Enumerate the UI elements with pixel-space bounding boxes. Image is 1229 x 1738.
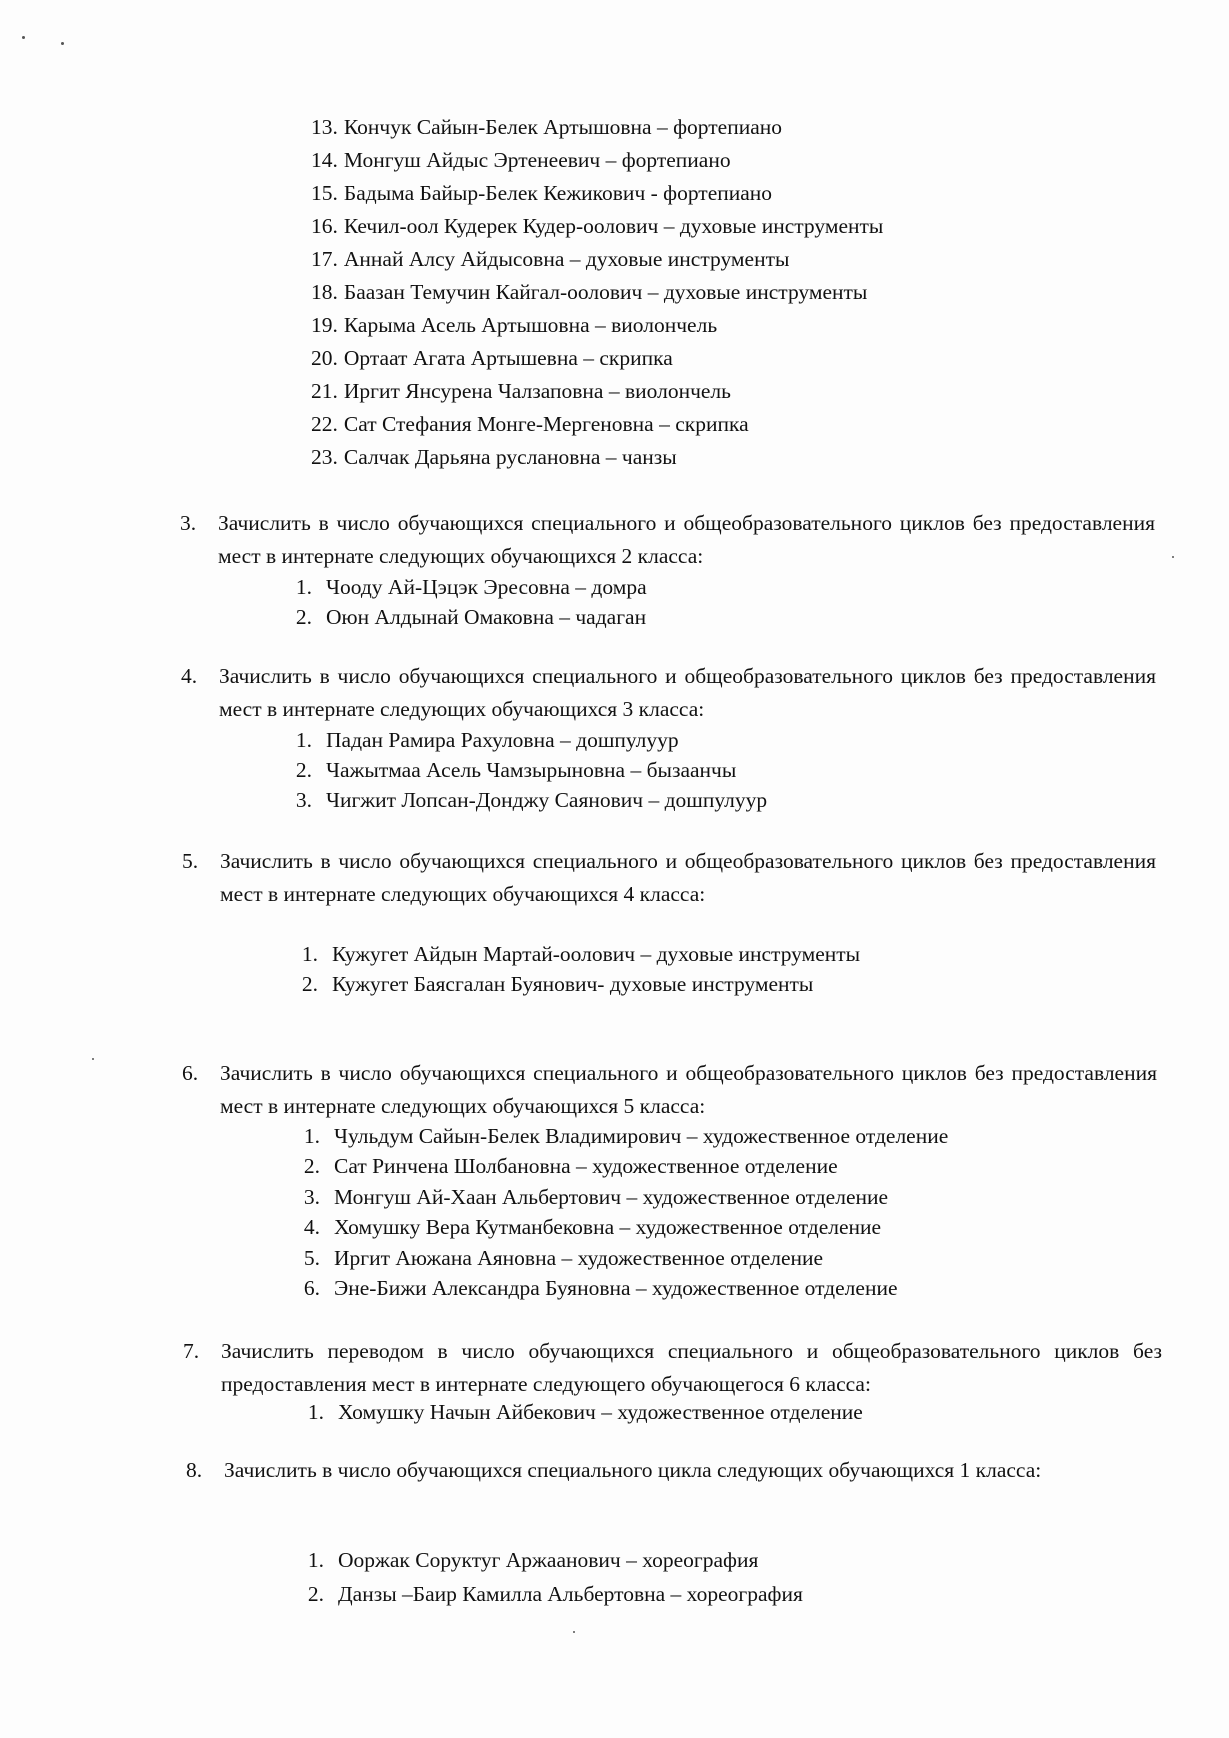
list-item	[274, 1152, 838, 1180]
list-item	[274, 1274, 898, 1302]
item-number: 4.	[303, 1215, 320, 1239]
item-text: Хомушку Вера Кутманбековна – художественное отделение	[334, 1215, 882, 1239]
item-number: 1.	[301, 942, 318, 966]
item-number: 2.	[295, 758, 312, 782]
item-text: Кончук Сайын-Белек Артышовна – фортепиано	[343, 115, 783, 139]
paragraph-number: 5.	[182, 849, 199, 873]
scan-speck	[22, 36, 25, 39]
paragraph-text: Зачислить в число обучающихся специального и общеобразовательного циклов без предоставления мест в интернате следующих обучающихся 2 класса:	[218, 511, 1155, 568]
paragraph-number: 3.	[180, 511, 197, 535]
order-paragraph-6	[182, 1057, 1157, 1123]
item-text: Кужугет Айдын Мартай-оолович – духовые инструменты	[332, 942, 861, 966]
paragraph-text: Зачислить в число обучающихся специального и общеобразовательного циклов без предоставления мест в интернате следующих обучающихся 4 класса:	[220, 849, 1156, 906]
scan-speck	[1172, 556, 1174, 558]
list-item	[311, 245, 789, 273]
list-item	[311, 377, 731, 405]
item-text: Баазан Темучин Кайгал-оолович – духовые инструменты	[343, 280, 868, 304]
item-text: Салчак Дарьяна руслановна – чанзы	[343, 445, 677, 469]
list-item	[274, 1244, 823, 1272]
list-item	[266, 726, 679, 754]
list-item	[266, 756, 736, 784]
item-text: Иргит Янсурена Чалзаповна – виолончель	[343, 379, 731, 403]
item-text: Кечил-оол Кудерек Кудер-оолович – духовые инструменты	[343, 214, 884, 238]
item-number: 23.	[311, 445, 338, 469]
scan-speck	[573, 1631, 575, 1633]
item-text: Карыма Асель Артышовна – виолончель	[343, 313, 718, 337]
order-paragraph-7	[183, 1335, 1162, 1401]
item-text: Монгуш Айдыс Эртенеевич – фортепиано	[343, 148, 731, 172]
item-number: 6.	[303, 1276, 320, 1300]
paragraph-text: Зачислить переводом в число обучающихся специального и общеобразовательного циклов без предоставления мест в интернате следующего обучающегося 6 класса:	[221, 1339, 1162, 1396]
item-text: Падан Рамира Рахуловна – дошпулуур	[326, 728, 679, 752]
item-number: 19.	[311, 313, 338, 337]
list-item	[311, 410, 749, 438]
list-item	[274, 1213, 881, 1241]
list-item	[266, 573, 647, 601]
list-item	[311, 212, 883, 240]
scan-speck	[92, 1058, 94, 1060]
list-item	[311, 311, 717, 339]
list-item	[311, 146, 731, 174]
list-item	[311, 443, 677, 471]
item-text: Чооду Ай-Цэцэк Эресовна – домра	[326, 575, 647, 599]
order-paragraph-5	[182, 845, 1156, 911]
list-item	[272, 940, 860, 968]
item-text: Оюн Алдынай Омаковна – чадаган	[326, 605, 647, 629]
list-item	[266, 603, 646, 631]
item-number: 3.	[295, 788, 312, 812]
order-paragraph-3	[180, 507, 1155, 573]
item-text: Бадыма Байыр-Белек Кежикович - фортепиано	[343, 181, 773, 205]
list-item	[311, 278, 867, 306]
list-item	[274, 1122, 948, 1150]
item-number: 20.	[311, 346, 338, 370]
list-item	[311, 113, 782, 141]
item-number: 14.	[311, 148, 338, 172]
item-number: 2.	[303, 1154, 320, 1178]
item-number: 2.	[295, 605, 312, 629]
item-text: Кужугет Баясгалан Буянович- духовые инструменты	[332, 972, 814, 996]
item-text: Монгуш Ай-Хаан Альбертович – художественное отделение	[334, 1185, 889, 1209]
list-item	[278, 1546, 758, 1574]
paragraph-number: 6.	[182, 1061, 199, 1085]
item-text: Сат Ринчена Шолбановна – художественное отделение	[334, 1154, 838, 1178]
list-item	[272, 970, 813, 998]
item-number: 1.	[307, 1548, 324, 1572]
item-text: Чигжит Лопсан-Донджу Саянович – дошпулуур	[326, 788, 768, 812]
item-number: 2.	[307, 1582, 324, 1606]
item-text: Аннай Алсу Айдысовна – духовые инструменты	[343, 247, 790, 271]
paragraph-number: 8.	[186, 1458, 203, 1482]
list-item	[311, 344, 673, 372]
list-item	[274, 1183, 888, 1211]
list-item	[311, 179, 772, 207]
item-number: 16.	[311, 214, 338, 238]
item-text: Чульдум Сайын-Белек Владимирович – художественное отделение	[334, 1124, 949, 1148]
item-number: 1.	[303, 1124, 320, 1148]
item-text: Чажытмаа Асель Чамзырыновна – бызаанчы	[326, 758, 737, 782]
item-number: 1.	[307, 1400, 324, 1424]
order-paragraph-8	[186, 1454, 1122, 1520]
item-text: Хомушку Начын Айбекович – художественное отделение	[338, 1400, 863, 1424]
item-number: 2.	[301, 972, 318, 996]
item-text: Данзы –Баир Камилла Альбертовна – хореография	[338, 1582, 803, 1606]
item-number: 3.	[303, 1185, 320, 1209]
scan-speck	[61, 42, 64, 45]
item-number: 21.	[311, 379, 338, 403]
item-text: Ооржак Соруктуг Аржаанович – хореография	[338, 1548, 759, 1572]
item-text: Иргит Аюжана Аяновна – художественное отделение	[334, 1246, 824, 1270]
item-number: 22.	[311, 412, 338, 436]
paragraph-number: 7.	[183, 1339, 200, 1363]
paragraph-text: Зачислить в число обучающихся специального и общеобразовательного циклов без предоставления мест в интернате следующих обучающихся 3 класса:	[219, 664, 1156, 721]
paragraph-text: Зачислить в число обучающихся специального цикла следующих обучающихся 1 класса:	[224, 1458, 1042, 1482]
list-item	[266, 786, 767, 814]
item-number: 5.	[303, 1246, 320, 1270]
item-number: 1.	[295, 575, 312, 599]
item-number: 18.	[311, 280, 338, 304]
list-item	[278, 1580, 803, 1608]
item-number: 15.	[311, 181, 338, 205]
item-text: Ортаат Агата Артышевна – скрипка	[343, 346, 673, 370]
item-text: Эне-Бижи Александра Буяновна – художественное отделение	[334, 1276, 898, 1300]
item-text: Сат Стефания Монге-Мергеновна – скрипка	[343, 412, 749, 436]
list-item	[278, 1398, 863, 1426]
order-paragraph-4	[181, 660, 1156, 726]
item-number: 1.	[295, 728, 312, 752]
paragraph-text: Зачислить в число обучающихся специального и общеобразовательного циклов без предоставления мест в интернате следующих обучающихся 5 класса:	[220, 1061, 1157, 1118]
paragraph-number: 4.	[181, 664, 198, 688]
item-number: 13.	[311, 115, 338, 139]
item-number: 17.	[311, 247, 338, 271]
